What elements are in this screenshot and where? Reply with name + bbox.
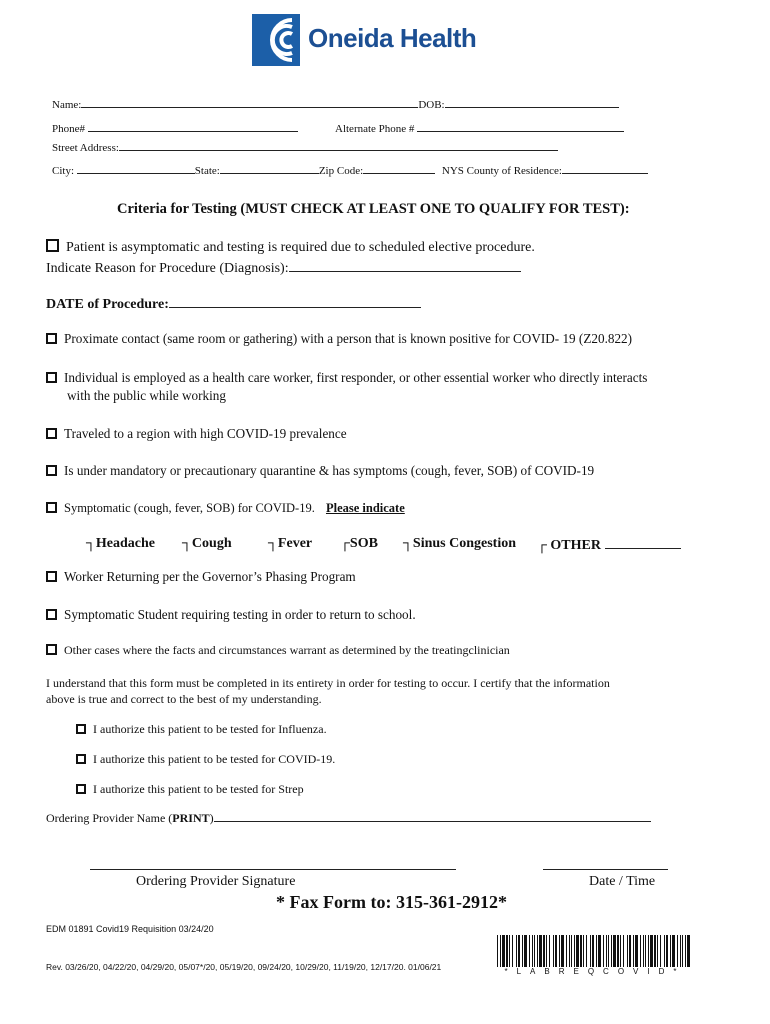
- please-indicate: Please indicate: [325, 501, 405, 515]
- criteria-item-worker-returning: [46, 569, 356, 585]
- criteria-item-proximate: [46, 331, 632, 347]
- student-checkbox[interactable]: [46, 609, 57, 620]
- quarantine-text: Is under mandatory or precautionary quarantine & has symptoms (cough, fever, SOB) of COVID-19: [64, 463, 595, 478]
- form-id: EDM 01891 Covid19 Requisition 03/24/20: [46, 924, 214, 934]
- symptom-sinus[interactable]: [403, 536, 516, 552]
- symptom-headache[interactable]: [86, 536, 155, 552]
- city-label: City:: [52, 165, 75, 177]
- revision-history: Rev. 03/26/20, 04/22/20, 04/29/20, 05/07*/20, 05/19/20, 09/24/20, 10/29/20, 11/19/20, 12/17/20. 01/06/21: [46, 962, 442, 972]
- criteria-item-other-cases: [46, 643, 510, 658]
- city-field[interactable]: [77, 162, 195, 174]
- date-time-line[interactable]: [543, 869, 668, 870]
- street-row: [52, 139, 558, 154]
- criteria-item-symptomatic: [46, 501, 405, 516]
- provider-name-row: [46, 810, 651, 826]
- procedure-date-row: [46, 294, 421, 313]
- other-cases-text: Other cases where the facts and circumstances warrant as determined by the treatingclinician: [64, 643, 510, 657]
- provider-name-field[interactable]: [214, 810, 651, 822]
- name-row: [52, 96, 619, 111]
- cough-label: Cough: [191, 536, 232, 551]
- traveled-checkbox[interactable]: [46, 428, 57, 439]
- logo-text: Oneida Health: [308, 23, 477, 53]
- zip-field[interactable]: [363, 162, 435, 174]
- headache-checkbox-icon: ┐: [86, 536, 96, 551]
- cough-checkbox-icon: ┐: [182, 536, 192, 551]
- street-label: Street Address:: [52, 142, 119, 154]
- symptom-fever[interactable]: [268, 536, 312, 552]
- certification-line2: above is true and correct to the best of my understanding.: [46, 692, 322, 706]
- reason-row: [46, 258, 521, 277]
- other-checkbox-icon: ┌: [537, 538, 547, 553]
- criteria-item-student: [46, 607, 416, 623]
- state-label: State:: [194, 165, 220, 177]
- other-label: OTHER: [550, 538, 601, 553]
- criteria-heading: Criteria for Testing (MUST CHECK AT LEAST ONE TO QUALIFY FOR TEST):: [117, 201, 630, 217]
- provider-name-label-pre: Ordering Provider Name (: [46, 811, 173, 825]
- fever-checkbox-icon: ┐: [268, 536, 278, 551]
- sob-label: SOB: [349, 536, 378, 551]
- phone-row: [52, 120, 298, 135]
- asymptomatic-row: [46, 239, 535, 256]
- proximate-checkbox[interactable]: [46, 333, 57, 344]
- dob-field[interactable]: [445, 96, 619, 108]
- reason-label: Indicate Reason for Procedure (Diagnosis):: [46, 261, 289, 276]
- oneida-health-logo-icon: [252, 14, 300, 66]
- asymptomatic-checkbox[interactable]: [46, 239, 59, 252]
- reason-field[interactable]: [289, 258, 521, 272]
- date-time-label: Date / Time: [589, 874, 656, 889]
- headache-label: Headache: [95, 536, 156, 551]
- healthcare-worker-text-cont: with the public while working: [67, 388, 226, 403]
- proximate-text: Proximate contact (same room or gathering) with a person that is known positive for COVID- 19 (Z20.822): [64, 331, 633, 346]
- dob-label: DOB:: [418, 99, 445, 111]
- phone-label: Phone#: [52, 123, 85, 135]
- symptom-cough[interactable]: [182, 536, 232, 552]
- strep-text: I authorize this patient to be tested for Strep: [93, 782, 304, 796]
- quarantine-checkbox[interactable]: [46, 465, 57, 476]
- barcode: [497, 935, 693, 979]
- criteria-item-quarantine: [46, 463, 594, 479]
- name-field[interactable]: [81, 96, 418, 108]
- symptom-other[interactable]: [537, 536, 681, 554]
- street-field[interactable]: [119, 139, 558, 151]
- worker-returning-checkbox[interactable]: [46, 571, 57, 582]
- city-row: [52, 162, 648, 177]
- covid-text: I authorize this patient to be tested for COVID-19.: [93, 752, 336, 766]
- barcode-icon: [497, 935, 693, 969]
- symptom-sob[interactable]: [340, 536, 378, 552]
- name-label: Name:: [52, 99, 82, 111]
- covid-checkbox[interactable]: [76, 754, 86, 764]
- influenza-text: I authorize this patient to be tested for Influenza.: [93, 722, 327, 736]
- influenza-checkbox[interactable]: [76, 724, 86, 734]
- fax-line: * Fax Form to: 315-361-2912*: [276, 892, 507, 912]
- healthcare-worker-checkbox[interactable]: [46, 372, 57, 383]
- symptomatic-checkbox[interactable]: [46, 502, 57, 513]
- fever-label: Fever: [277, 536, 313, 551]
- authorize-covid: [76, 752, 335, 767]
- provider-name-label-bold: PRINT: [172, 811, 210, 825]
- healthcare-worker-text: Individual is employed as a health care worker, first responder, or other essential worker who directly interacts: [64, 370, 648, 385]
- county-label: NYS County of Residence:: [441, 165, 562, 177]
- certification-line1: I understand that this form must be completed in its entirety in order for testing to occur. I certify that the information: [46, 676, 610, 690]
- alt-phone-field[interactable]: [417, 120, 624, 132]
- symptomatic-text: Symptomatic (cough, fever, SOB) for COVID-19.: [64, 501, 315, 515]
- other-field[interactable]: [605, 536, 681, 549]
- sinus-checkbox-icon: ┐: [403, 536, 413, 551]
- procedure-date-field[interactable]: [169, 294, 421, 308]
- worker-returning-text: Worker Returning per the Governor’s Phasing Program: [64, 569, 356, 584]
- signature-line[interactable]: [90, 869, 456, 870]
- sob-checkbox-icon: ┌: [340, 536, 350, 551]
- phone-field[interactable]: [88, 120, 298, 132]
- alt-phone-row: [335, 120, 624, 135]
- other-cases-checkbox[interactable]: [46, 644, 57, 655]
- criteria-item-traveled: [46, 426, 347, 442]
- asymptomatic-text: Patient is asymptomatic and testing is required due to scheduled elective procedure.: [66, 240, 535, 255]
- alt-phone-label: Alternate Phone #: [335, 123, 415, 135]
- sinus-label: Sinus Congestion: [412, 536, 517, 551]
- procedure-date-label: DATE of Procedure:: [46, 297, 169, 312]
- barcode-text: *LABREQCOVID*: [504, 967, 686, 976]
- authorize-influenza: [76, 722, 327, 737]
- strep-checkbox[interactable]: [76, 784, 86, 794]
- county-field[interactable]: [562, 162, 648, 174]
- zip-label: Zip Code:: [318, 165, 364, 177]
- signature-label: Ordering Provider Signature: [136, 874, 296, 889]
- provider-name-label-post: ): [209, 811, 214, 825]
- state-field[interactable]: [220, 162, 319, 174]
- student-text: Symptomatic Student requiring testing in order to return to school.: [64, 607, 416, 622]
- criteria-item-healthcare-worker: [46, 370, 647, 386]
- traveled-text: Traveled to a region with high COVID-19 prevalence: [64, 426, 347, 441]
- authorize-strep: [76, 782, 304, 797]
